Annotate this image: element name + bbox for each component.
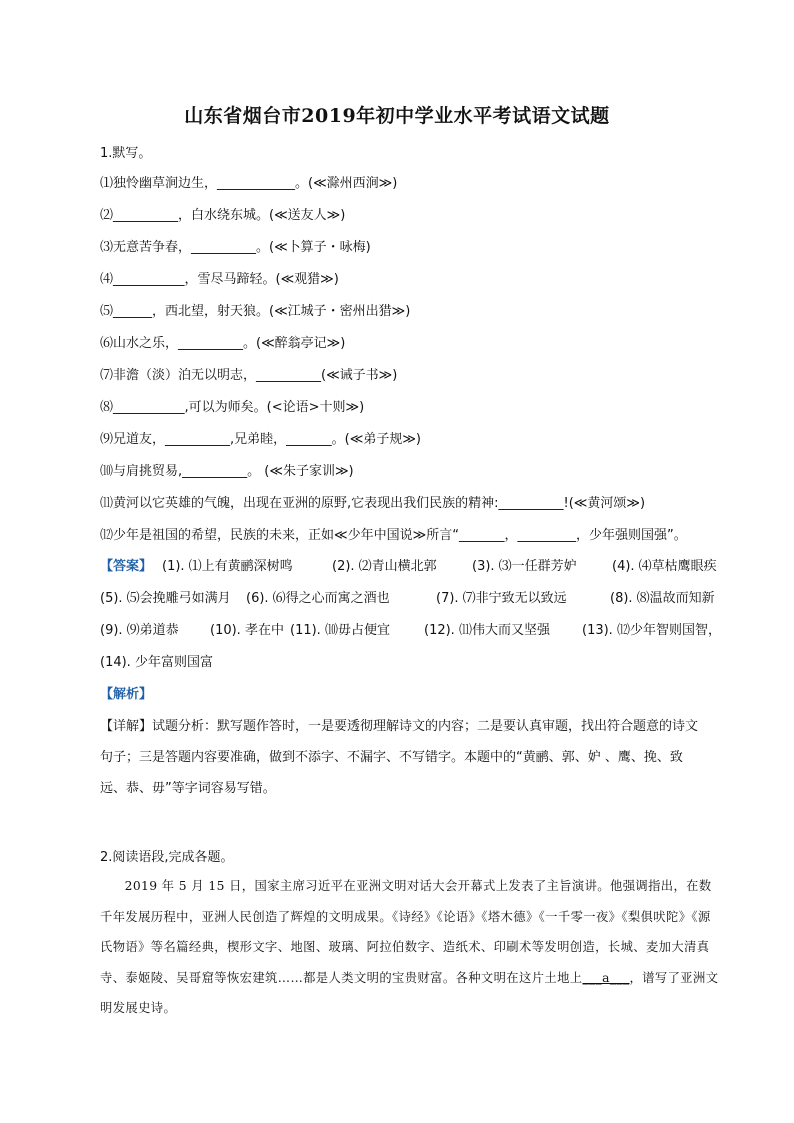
answer-item: (13). ⑿少年智则国智，: [582, 623, 721, 638]
answer-item: (10). 孝在中: [210, 623, 284, 638]
passage-text: 2019 年 5 月 15 日，国家主席习近平在亚洲文明对话大会开幕式上发表了主旨演讲。他强调指出，在数千年发展历程中，亚洲人民创造了辉煌的文明成果。《诗经》《论语》《塔木德》《一千零一夜》《梨俱吠陀》《源氏物语》等名篇经典，楔形文字、地图、玻璃、阿拉伯数字、造纸术、印刷术等发明创造，长城、麦加大清真寺、泰姬陵、吴哥窟等恢宏建筑……都是人类文明的宝贵财富。各种文明在这片土地上: [100, 879, 712, 985]
question-1-item: ⑻___________,可以为师矣。(<论语>十则≫): [100, 400, 365, 415]
answer-label: 【答案】: [100, 559, 153, 574]
detail-text: 试题分析：默写题作答时，一是要透彻理解诗文的内容；二是要认真审题，找出符合题意的诗文句子；三是答题内容要准确，做到不添字、不漏字、不写错字。本题中的“黄鹂、郭、妒 、鹰、挽、致远、恭、毋”等字词容易写错。: [100, 719, 699, 796]
question-1-item: ⑷___________，雪尽马蹄轻。(≪观猎≫): [100, 272, 339, 287]
detail-label: 【详解】: [100, 719, 153, 734]
answer-item: (2). ⑵青山横北郭: [332, 559, 437, 574]
answer-item: (8). ⑻温故而知新: [610, 591, 715, 606]
question-1-item: ⑶无意苦争春，__________。(≪卜算子・咏梅): [100, 240, 371, 255]
question-1-item: ⑽与肩挑贸易,__________。 (≪朱子家训≫): [100, 464, 354, 479]
question-1-item: ⑵__________，白水绕东城。(≪送友人≫): [100, 208, 346, 223]
detail-paragraph: [100, 711, 700, 804]
question-1-item: ⑴独怜幽草涧边生，____________。(≪滁州西涧≫): [100, 176, 398, 191]
question-1-item: ⑿少年是祖国的希望，民族的未来，正如≪少年中国说≫所言“_______，_________，少年强则国强”。: [100, 528, 687, 543]
answer-item: (6). ⑹得之心而寓之酒也: [246, 591, 390, 606]
passage-blank: ___a___: [582, 970, 630, 985]
question-2-heading: 2.阅读语段,完成各题。: [100, 850, 234, 865]
passage-paragraph: [100, 871, 720, 1024]
answer-item: (11). ⑽毋占便宜: [290, 623, 390, 638]
question-1-item: ⑸______，西北望，射天狼。(≪江城子・密州出猎≫): [100, 304, 411, 319]
question-1-item: ⑼兄道友，__________,兄弟睦，_______。(≪弟子规≫): [100, 432, 421, 447]
page-title: 山东省烟台市2019年初中学业水平考试语文试题: [184, 105, 610, 127]
analysis-label: 【解析】: [100, 687, 153, 702]
answer-item: (9). ⑼弟道恭: [100, 623, 179, 638]
question-1-item: ⑾黄河以它英雄的气魄，出现在亚洲的原野,它表现出我们民族的精神:__________!(≪黄河颂≫): [100, 496, 646, 511]
answer-item: (4). ⑷草枯鹰眼疾: [612, 559, 717, 574]
question-1-item: ⑺非澹（淡）泊无以明志，__________(≪诫子书≫): [100, 368, 398, 383]
question-1-item: ⑹山水之乐，__________。(≪醉翁亭记≫): [100, 336, 346, 351]
passage-text-end: ，谱写了亚洲文明发展史诗。: [100, 970, 719, 1016]
answer-item: (5). ⑸会挽雕弓如满月: [100, 591, 231, 606]
answer-item: (14). 少年富则国富: [100, 655, 213, 670]
answer-item: (3). ⑶一任群芳妒: [472, 559, 577, 574]
question-1-heading: 1.默写。: [100, 146, 152, 161]
answer-item: (12). ⑾伟大而又坚强: [424, 623, 550, 638]
answer-item: (1). ⑴上有黄鹂深树鸣: [162, 559, 293, 574]
answer-item: (7). ⑺非宁致无以致远: [436, 591, 567, 606]
